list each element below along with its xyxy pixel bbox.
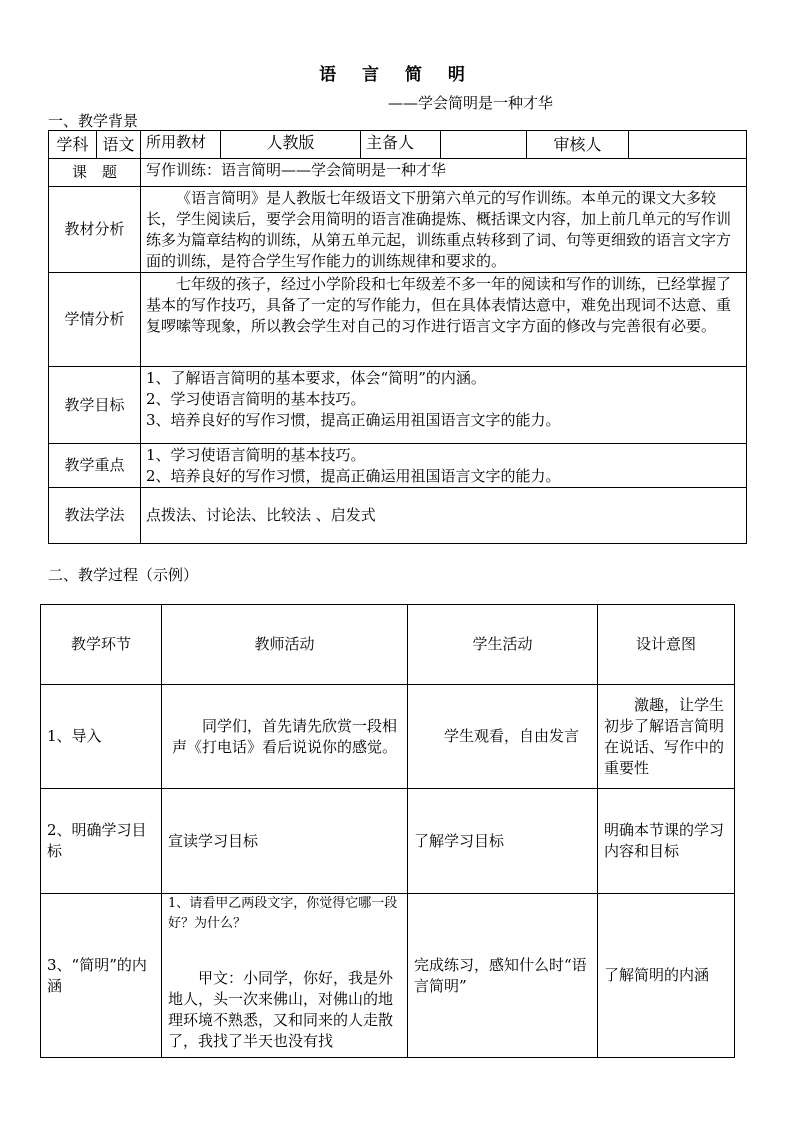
row-label: 教法学法 xyxy=(49,488,141,544)
textbook-label: 所用教材 xyxy=(141,131,221,159)
subject-value: 语文 xyxy=(97,131,141,159)
row-content xyxy=(141,367,747,444)
row-content: 点拨法、讨论法、比较法 、启发式 xyxy=(141,488,747,544)
teacher-passage: 甲文：小同学，你好，我是外地人，头一次来佛山，对佛山的地理环境不熟悉，又和同来的人走散了，我找了半天也没有找 xyxy=(168,969,394,1050)
preparer-label: 主备人 xyxy=(361,131,441,159)
document-title: 语 言 简 明 xyxy=(319,65,475,85)
objective-line: 3、培养良好的写作习惯，提高正确运用祖国语言文字的能力。 xyxy=(146,411,561,429)
student-activity-cell: 完成练习，感知什么时“语言简明” xyxy=(408,894,598,1058)
row-student-analysis xyxy=(49,273,747,367)
row-content: 写作训练：语言简明——学会简明是一种才华 xyxy=(141,159,747,187)
row-label: 教学目标 xyxy=(49,367,141,444)
design-intent-cell: 激趣，让学生初步了解语言简明在说话、写作中的重要性 xyxy=(598,685,735,789)
section-heading-background: 一、教学背景 xyxy=(48,112,139,130)
row-topic xyxy=(49,159,747,187)
process-header-row xyxy=(41,605,735,685)
teacher-activity-cell xyxy=(162,894,408,1058)
stage-cell: 2、明确学习目标 xyxy=(41,789,162,894)
row-objectives xyxy=(49,367,747,444)
key-point-line: 2、培养良好的写作习惯，提高正确运用祖国语言文字的能力。 xyxy=(146,467,561,485)
background-table xyxy=(48,130,747,544)
row-content xyxy=(141,444,747,488)
student-activity-cell: 学生观看，自由发言 xyxy=(408,685,598,789)
design-intent-cell: 明确本节课的学习内容和目标 xyxy=(598,789,735,894)
reviewer-label: 审核人 xyxy=(527,131,629,159)
column-header: 教学环节 xyxy=(41,605,162,685)
table-row xyxy=(41,894,735,1058)
preparer-value xyxy=(441,131,527,159)
row-label: 课 题 xyxy=(49,159,141,187)
textbook-value: 人教版 xyxy=(221,131,361,159)
teacher-question: 1、请看甲乙两段文字，你觉得它哪一段好？为什么？ xyxy=(168,896,398,931)
column-header: 学生活动 xyxy=(408,605,598,685)
row-label: 学情分析 xyxy=(49,273,141,367)
key-point-line: 1、学习使语言简明的基本技巧。 xyxy=(146,446,366,464)
table-row xyxy=(41,685,735,789)
student-activity-cell: 了解学习目标 xyxy=(408,789,598,894)
section-heading-process: 二、教学过程（示例） xyxy=(48,566,199,584)
reviewer-value xyxy=(629,131,747,159)
teacher-activity-cell: 宣读学习目标 xyxy=(162,789,408,894)
subject-label: 学科 xyxy=(49,131,97,159)
row-label: 教学重点 xyxy=(49,444,141,488)
design-intent-cell: 了解简明的内涵 xyxy=(598,894,735,1058)
column-header: 设计意图 xyxy=(598,605,735,685)
objective-line: 1、了解语言简明的基本要求，体会“简明”的内涵。 xyxy=(146,369,486,387)
teacher-activity-cell: 同学们，首先请先欣赏一段相声《打电话》看后说说你的感觉。 xyxy=(162,685,408,789)
document-subtitle: ——学会简明是一种才华 xyxy=(388,94,554,112)
table-row xyxy=(41,789,735,894)
row-label: 教材分析 xyxy=(49,187,141,273)
stage-cell: 3、“简明”的内涵 xyxy=(41,894,162,1058)
objective-line: 2、学习使语言简明的基本技巧。 xyxy=(146,390,366,408)
row-methods xyxy=(49,488,747,544)
process-table xyxy=(40,604,735,1058)
row-key-points xyxy=(49,444,747,488)
column-header: 教师活动 xyxy=(162,605,408,685)
row-content: 《语言简明》是人教版七年级语文下册第六单元的写作训练。本单元的课文大多较长，学生阅读后，要学会用简明的语言准确提炼、概括课文内容，加上前几单元的写作训练多为篇章结构的训练，从第五单元起，训练重点转移到了词、句等更细致的语言文字方面的训练，是符合学生写作能力的训练规律和要求的。 xyxy=(141,187,747,273)
stage-cell: 1、导入 xyxy=(41,685,162,789)
row-content: 七年级的孩子，经过小学阶段和七年级差不多一年的阅读和写作的训练，已经掌握了基本的写作技巧，具备了一定的写作能力，但在具体表情达意中，难免出现词不达意、重复啰嗦等现象，所以教会学生对自己的习作进行语言文字方面的修改与完善很有必要。 xyxy=(141,273,747,367)
row-material-analysis xyxy=(49,187,747,273)
info-row xyxy=(49,131,747,159)
